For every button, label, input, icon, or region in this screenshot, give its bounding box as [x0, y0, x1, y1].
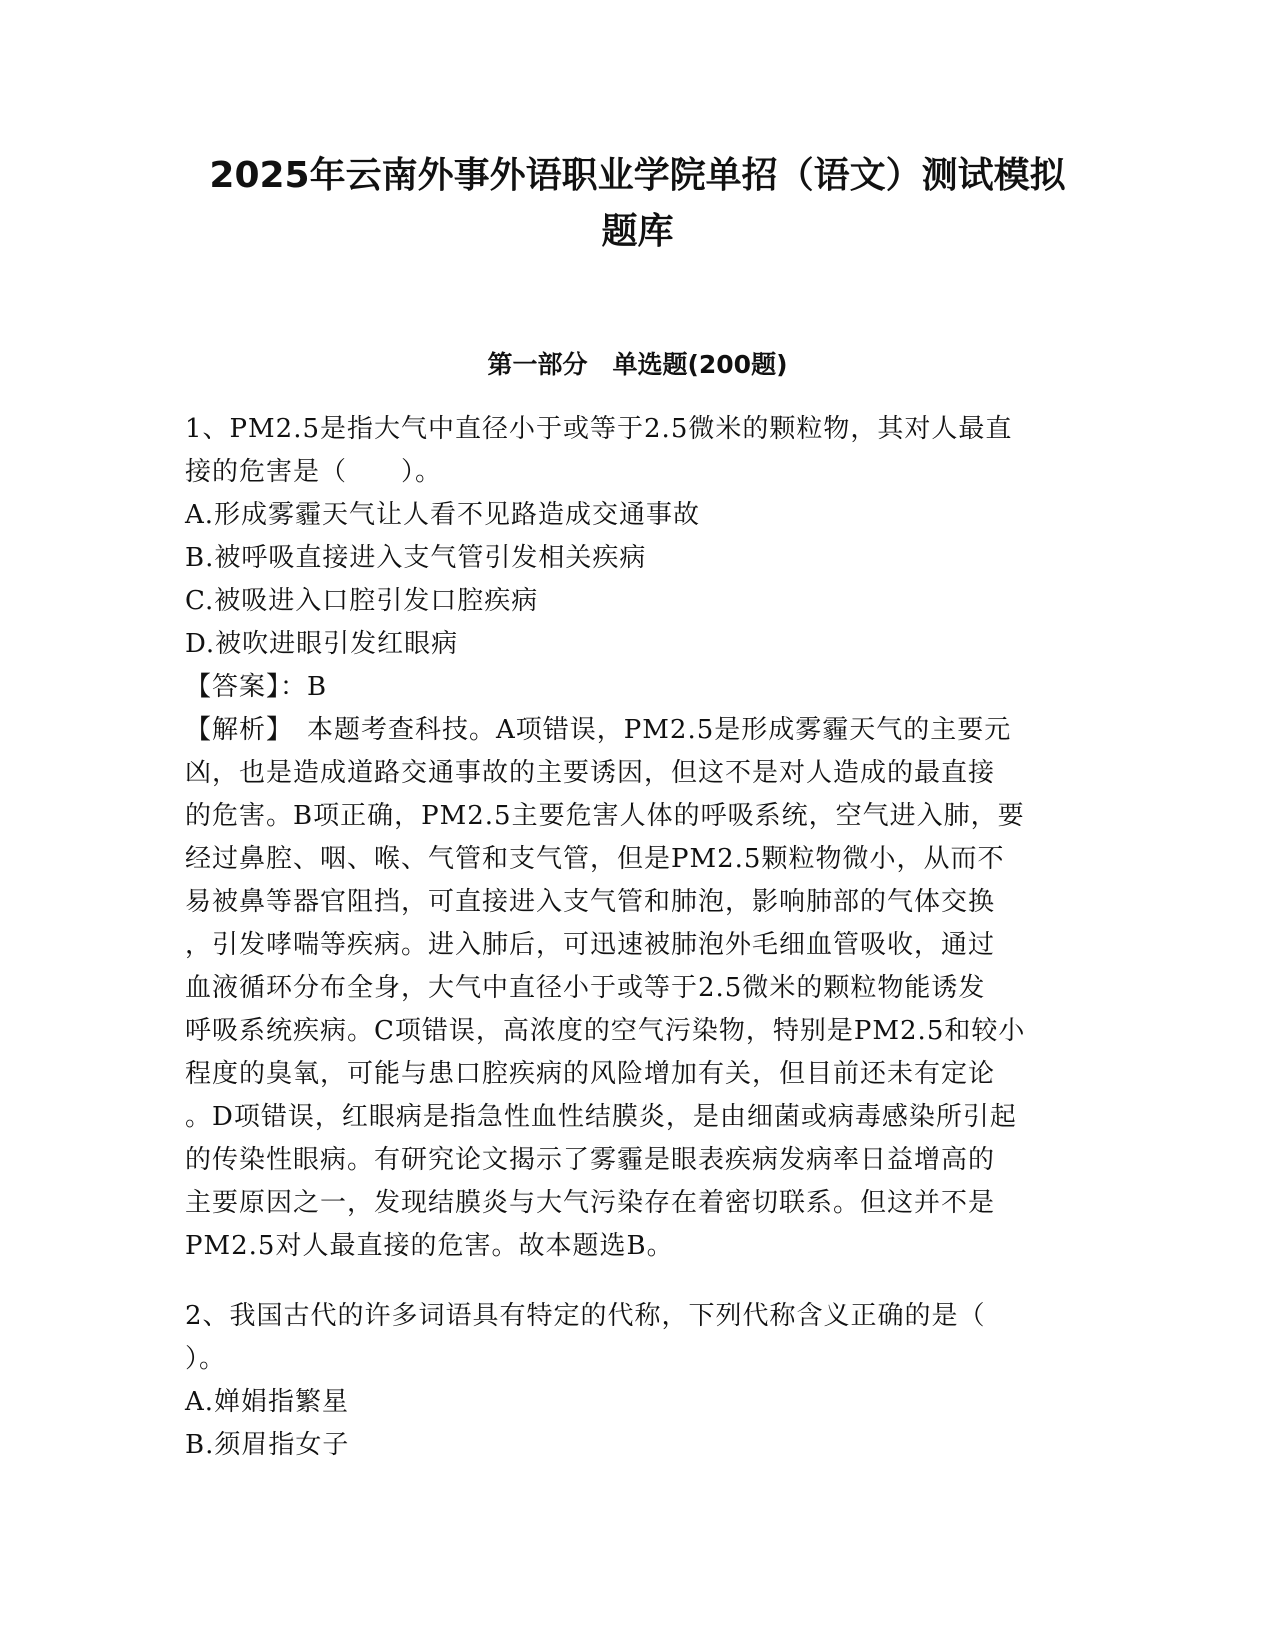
document-title-line-2: 题库 — [601, 211, 674, 252]
question-1 — [185, 408, 1085, 1268]
question-1-stem-line-1: 1、PM2.5是指大气中直径小于或等于2.5微米的颗粒物，其对人最直 — [185, 414, 1013, 444]
question-1-option-c: C.被吸进入口腔引发口腔疾病 — [185, 586, 539, 616]
question-1-analysis-line-4: 经过鼻腔、咽、喉、气管和支气管，但是PM2.5颗粒物微小，从而不 — [185, 844, 1005, 874]
question-1-option-b: B.被呼吸直接进入支气管引发相关疾病 — [185, 543, 647, 573]
question-2 — [185, 1295, 1085, 1467]
question-1-option-a: A.形成雾霾天气让人看不见路造成交通事故 — [185, 500, 701, 530]
question-2-stem-line-1: 2、我国古代的许多词语具有特定的代称，下列代称含义正确的是（ — [185, 1301, 986, 1331]
question-1-analysis-line-11: 的传染性眼病。有研究论文揭示了雾霾是眼表疾病发病率日益增高的 — [185, 1145, 996, 1175]
question-1-analysis-line-7: 血液循环分布全身，大气中直径小于或等于2.5微米的颗粒物能诱发 — [185, 973, 986, 1003]
answer-label: 【答案】 — [185, 672, 281, 702]
question-1-analysis-line-1 — [185, 709, 1085, 752]
question-1-analysis-line-3: 的危害。B项正确，PM2.5主要危害人体的呼吸系统，空气进入肺，要 — [185, 801, 1025, 831]
question-1-option-d: D.被吹进眼引发红眼病 — [185, 629, 459, 659]
answer-value: ：B — [280, 672, 328, 702]
question-1-analysis-line-10: 。D项错误，红眼病是指急性血性结膜炎，是由细菌或病毒感染所引起 — [185, 1102, 1017, 1132]
question-1-analysis-line-6: ，引发哮喘等疾病。进入肺后，可迅速被肺泡外毛细血管吸收，通过 — [185, 930, 996, 960]
document-title — [170, 148, 1105, 260]
question-2-option-b: B.须眉指女子 — [185, 1430, 350, 1460]
question-1-stem-line-2: 接的危害是（ ）。 — [185, 457, 443, 487]
question-1-analysis-line-12: 主要原因之一，发现结膜炎与大气污染存在着密切联系。但这并不是 — [185, 1188, 996, 1218]
question-1-analysis-line-13: PM2.5对人最直接的危害。故本题选B。 — [185, 1231, 674, 1261]
question-1-answer — [185, 666, 1085, 709]
question-2-stem-line-2: ）。 — [185, 1344, 227, 1374]
question-2-option-a: A.婵娟指繁星 — [185, 1387, 350, 1417]
question-1-analysis-line-9: 程度的臭氧，可能与患口腔疾病的风险增加有关，但目前还未有定论 — [185, 1059, 996, 1089]
analysis-label: 【解析】 — [185, 715, 281, 745]
analysis-text: 本题考查科技。A项错误，PM2.5是形成雾霾天气的主要元 — [280, 715, 1012, 745]
document-title-line-1: 2025年云南外事外语职业学院单招（语文）测试模拟 — [209, 155, 1066, 196]
question-1-analysis-line-8: 呼吸系统疾病。C项错误，高浓度的空气污染物，特别是PM2.5和较小 — [185, 1016, 1026, 1046]
question-1-analysis-line-2: 凶，也是造成道路交通事故的主要诱因，但这不是对人造成的最直接 — [185, 758, 996, 788]
question-1-analysis-line-5: 易被鼻等器官阻挡，可直接进入支气管和肺泡，影响肺部的气体交换 — [185, 887, 996, 917]
section-heading: 第一部分 单选题(200题) — [487, 350, 788, 379]
